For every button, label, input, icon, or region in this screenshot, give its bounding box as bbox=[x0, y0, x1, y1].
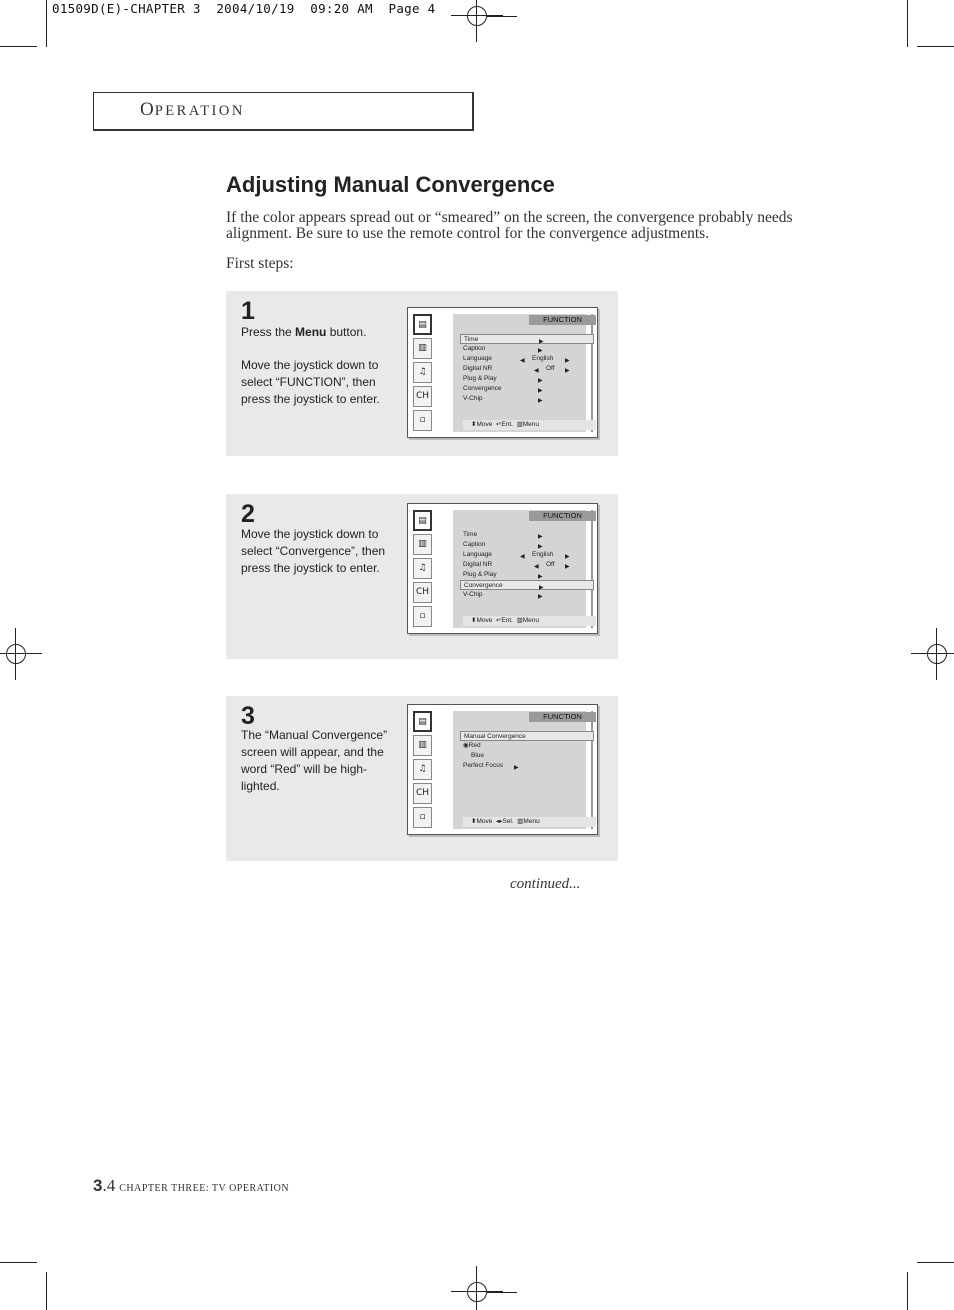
menu-item-plug-play: Plug & Play ▶ bbox=[463, 571, 543, 580]
crop-mark bbox=[907, 0, 908, 47]
first-steps-label: First steps: bbox=[226, 255, 294, 272]
menu-item-plug-play: Plug & Play ▶ bbox=[463, 375, 543, 384]
menu-icon-column bbox=[413, 510, 432, 628]
section-header: OPERATION bbox=[140, 99, 245, 120]
registration-mark bbox=[457, 1272, 497, 1310]
channel-icon: CH bbox=[413, 582, 432, 603]
radio-selected-icon: ◉ bbox=[463, 742, 469, 749]
arrow-right-icon: ▶ bbox=[538, 348, 543, 354]
arrow-right-icon: ▶ bbox=[538, 534, 543, 540]
crop-mark bbox=[0, 1262, 37, 1263]
step-text: Move the joystick down to select “Convergence”, then press the joystick to enter. bbox=[241, 527, 386, 575]
menu-item-language: Language ◀ English ▶ bbox=[463, 355, 570, 364]
crop-mark bbox=[917, 1262, 954, 1263]
print-slug: 01509D(E)-CHAPTER 3 2004/10/19 09:20 AM Page 4 bbox=[52, 1, 436, 16]
arrow-right-icon: ▶ bbox=[514, 765, 519, 771]
menu-footer: ⬍Move ↵Ent. ▥Menu bbox=[463, 616, 596, 626]
menu-header: FUNCTION bbox=[529, 712, 596, 722]
channel-icon: CH bbox=[413, 783, 432, 804]
menu-item-digital-nr: Digital NR ◀ Off ▶ bbox=[463, 365, 570, 374]
setup-icon: ▫ bbox=[413, 807, 432, 828]
step-number: 2 bbox=[241, 500, 255, 528]
menu-item-language: Language ◀ English ▶ bbox=[463, 551, 570, 560]
step-2-panel bbox=[226, 494, 618, 659]
menu-item-time: Time ▶ bbox=[463, 531, 543, 540]
menu-item-vchip: V-Chip ▶ bbox=[463, 591, 543, 600]
picture-icon: ▥ bbox=[413, 534, 432, 555]
crop-mark bbox=[917, 46, 954, 47]
menu-item-time: Time ▶ bbox=[460, 334, 594, 344]
intro-paragraph: If the color appears spread out or “smeared” on the screen, the convergence probably needs alignment. Be sure to use the remote control for the convergence adjustments. bbox=[226, 209, 793, 242]
registration-mark bbox=[0, 634, 36, 674]
sound-icon: ♫ bbox=[413, 558, 432, 579]
menu-item-convergence: Convergence ▶ bbox=[460, 580, 594, 590]
crop-mark bbox=[46, 1272, 47, 1310]
step-text: The “Manual Convergence” screen will appear, and the word “Red” will be high-lighted. bbox=[241, 728, 388, 793]
page-title: Adjusting Manual Convergence bbox=[226, 172, 555, 197]
tv-menu-screenshot bbox=[407, 307, 598, 438]
arrow-right-icon: ▶ bbox=[538, 388, 543, 394]
arrow-right-icon: ▶ bbox=[538, 594, 543, 600]
step-1-panel bbox=[226, 291, 618, 456]
arrow-right-icon: ▶ bbox=[538, 398, 543, 404]
page-number: 3 bbox=[93, 1176, 103, 1195]
setup-icon: ▫ bbox=[413, 606, 432, 627]
arrow-right-icon: ▶ bbox=[538, 544, 543, 550]
function-icon: ▤ bbox=[413, 711, 432, 732]
crop-mark bbox=[46, 0, 47, 47]
step-text: Press the Menu button. Move the joystick down to select “FUNCTION”, then press the joystick to enter. bbox=[241, 325, 380, 406]
tv-menu-screenshot bbox=[407, 503, 598, 634]
arrow-right-icon: ▶ bbox=[538, 574, 543, 580]
menu-item-vchip: V-Chip ▶ bbox=[463, 395, 543, 404]
setup-icon: ▫ bbox=[413, 410, 432, 431]
crop-mark bbox=[907, 1272, 908, 1310]
step-number: 3 bbox=[241, 702, 255, 730]
arrow-right-icon: ▶ bbox=[538, 378, 543, 384]
picture-icon: ▥ bbox=[413, 735, 432, 756]
menu-item-digital-nr: Digital NR ◀ Off ▶ bbox=[463, 561, 570, 570]
menu-item-blue: Blue bbox=[471, 752, 485, 759]
menu-item-red: ◉Red bbox=[463, 742, 481, 749]
step-number: 1 bbox=[241, 297, 255, 325]
function-icon: ▤ bbox=[413, 314, 432, 335]
menu-item-caption: Caption ▶ bbox=[463, 541, 543, 550]
registration-mark bbox=[917, 634, 954, 674]
function-icon: ▤ bbox=[413, 510, 432, 531]
menu-header: FUNCTION bbox=[529, 511, 596, 521]
registration-mark bbox=[457, 0, 497, 36]
menu-icon-column bbox=[413, 711, 432, 829]
picture-icon: ▥ bbox=[413, 338, 432, 359]
arrow-right-icon: ▶ bbox=[539, 585, 544, 591]
menu-item-perfect-focus: Perfect Focus ▶ bbox=[463, 762, 519, 771]
continued-note: continued... bbox=[510, 876, 581, 892]
menu-panel bbox=[453, 510, 586, 628]
menu-footer: ⬍Move ◂▸Sel. ▥Menu bbox=[463, 817, 596, 827]
menu-item-caption: Caption ▶ bbox=[463, 345, 543, 354]
menu-footer: ⬍Move ↵Ent. ▥Menu bbox=[463, 420, 596, 430]
menu-panel bbox=[453, 711, 586, 829]
menu-item-manual-convergence: Manual Convergence bbox=[460, 731, 594, 741]
menu-panel bbox=[453, 314, 586, 432]
menu-header: FUNCTION bbox=[529, 315, 596, 325]
tv-menu-screenshot bbox=[407, 704, 598, 835]
arrow-right-icon: ▶ bbox=[539, 339, 544, 345]
page-footer: 3.4 CHAPTER THREE: TV OPERATION bbox=[93, 1176, 290, 1195]
chapter-label: CHAPTER THREE: TV OPERATION bbox=[119, 1183, 290, 1194]
channel-icon: CH bbox=[413, 386, 432, 407]
step-3-panel bbox=[226, 696, 618, 861]
sound-icon: ♫ bbox=[413, 362, 432, 383]
menu-item-convergence: Convergence ▶ bbox=[463, 385, 543, 394]
sound-icon: ♫ bbox=[413, 759, 432, 780]
crop-mark bbox=[0, 46, 37, 47]
menu-icon-column bbox=[413, 314, 432, 432]
